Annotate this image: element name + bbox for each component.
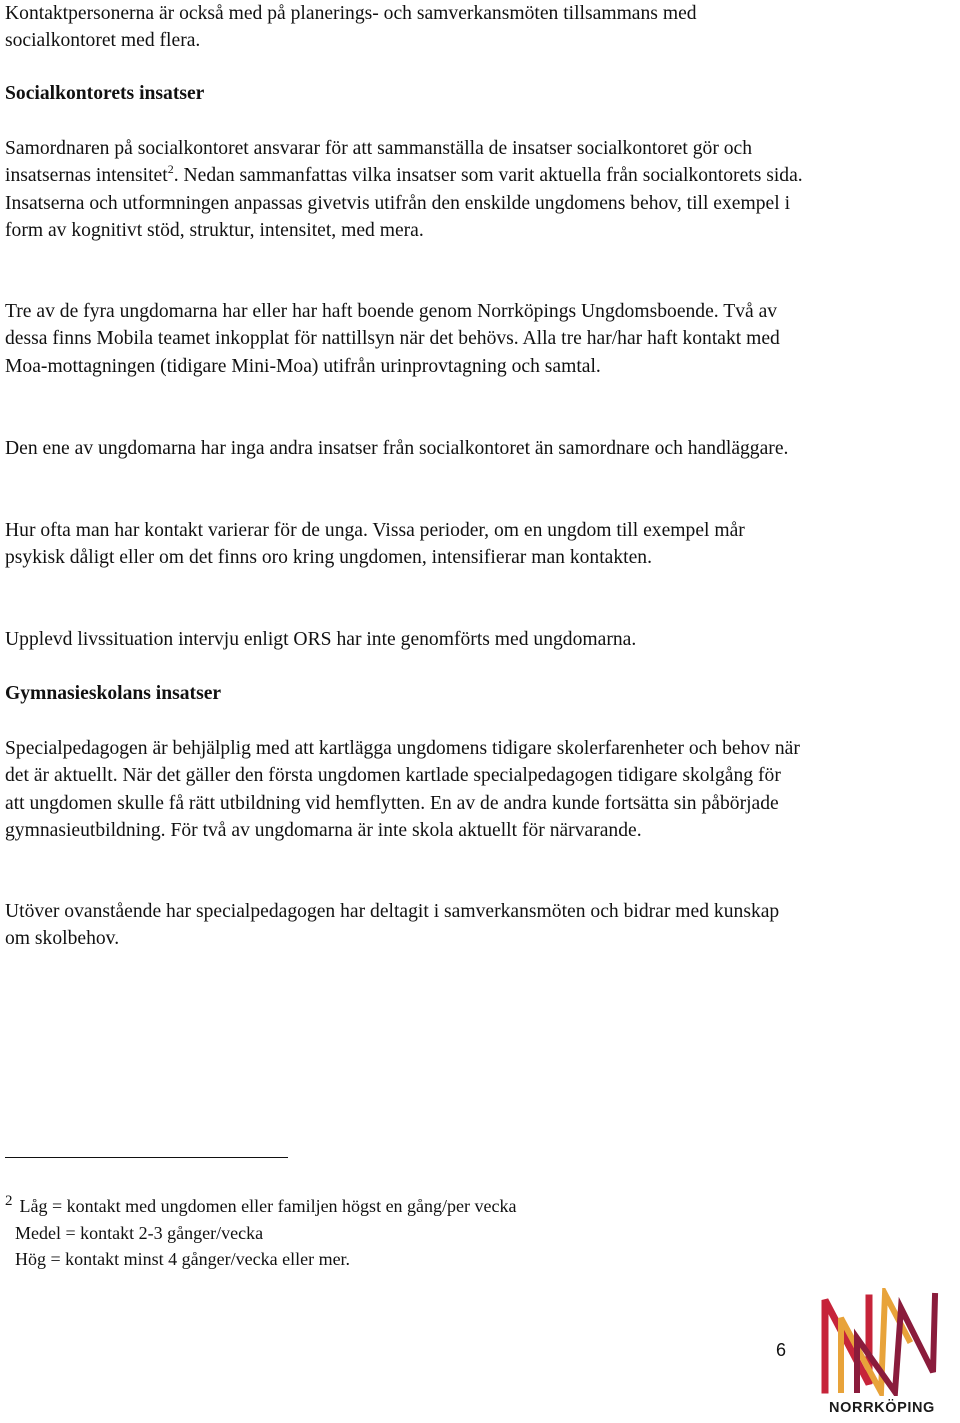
paragraph-samordnaren [5,135,805,244]
paragraph-samordnaren-text-b: . Nedan sammanfattas vilka insatser som varit aktuella från socialkontorets sida. Insatserna och utformningen anpassas givetvis utifrån den enskilde ungdomens behov, till exempel i form av kognitivt stöd, struktur, intensitet, med mera. [5,165,803,241]
paragraph-contact-persons: Kontaktpersonerna är också med på planerings- och samverkansmöten tillsammans med socialkontoret med flera. [5,3,697,52]
heading-socialkontorets-insatser: Socialkontorets insatser [5,83,205,104]
paragraph-samordnaren-text-a: Samordnaren på socialkontoret ansvarar för att sammanställa de insatser socialkontoret gör och insatsernas intensitet [5,138,753,187]
paragraph-inga-andra-insatser: Den ene av ungdomarna har inga andra insatser från socialkontoret än samordnare och handläggare. [5,438,789,459]
footnote-separator [5,1157,288,1158]
norrkoping-logo-text: NORRKÖPING [829,1400,935,1416]
paragraph-kontakt-varierar: Hur ofta man har kontakt varierar för de unga. Vissa perioder, om en ungdom till exempel mår psykisk dåligt eller om det finns oro kring ungdomen, intensifierar man kontakten. [5,520,745,569]
paragraph-ors: Upplevd livssituation intervju enligt ORS har inte genomförts med ungdomarna. [5,629,637,650]
norrkoping-logo-mark-icon [817,1288,947,1396]
footnote-mark: 2 [5,1193,13,1209]
footnote-text-low: Låg = kontakt med ungdomen eller familjen högst en gång/per vecka [19,1196,517,1216]
footnote-reference: 2 [167,162,174,177]
page-number: 6 [776,1340,787,1360]
norrkoping-logo [812,1288,952,1423]
footnote-line-low [5,1193,765,1220]
footnote-line-medium: Medel = kontakt 2-3 gånger/vecka [15,1222,264,1243]
paragraph-utover: Utöver ovanstående har specialpedagogen har deltagit i samverkansmöten och bidrar med kunskap om skolbehov. [5,901,780,950]
footnote [5,1193,765,1273]
footnote-line-high: Hög = kontakt minst 4 gånger/vecka eller mer. [15,1249,351,1269]
paragraph-ungdomsboende: Tre av de fyra ungdomarna har eller har haft boende genom Norrköpings Ungdomsboende. Två av dessa finns Mobila teamet inkopplat för nattillsyn när det behövs. Alla tre har/har haft kontakt med Moa-mottagningen (tidigare Mini-Moa) utifrån urinprovtagning och samtal. [5,301,780,377]
paragraph-specialpedagogen: Specialpedagogen är behjälplig med att kartlägga ungdomens tidigare skolerfarenheter och behov när det är aktuellt. När det gäller den första ungdomen kartlade specialpedagogen tidigare skolgång för att ungdomen skulle få rätt utbildning vid hemflytten. En av de andra kunde fortsätta sin påbörjade gymnasieutbildning. För två av ungdomarna är inte skola aktuellt för närvarande. [5,738,800,841]
heading-gymnasieskolans-insatser: Gymnasieskolans insatser [5,683,222,704]
